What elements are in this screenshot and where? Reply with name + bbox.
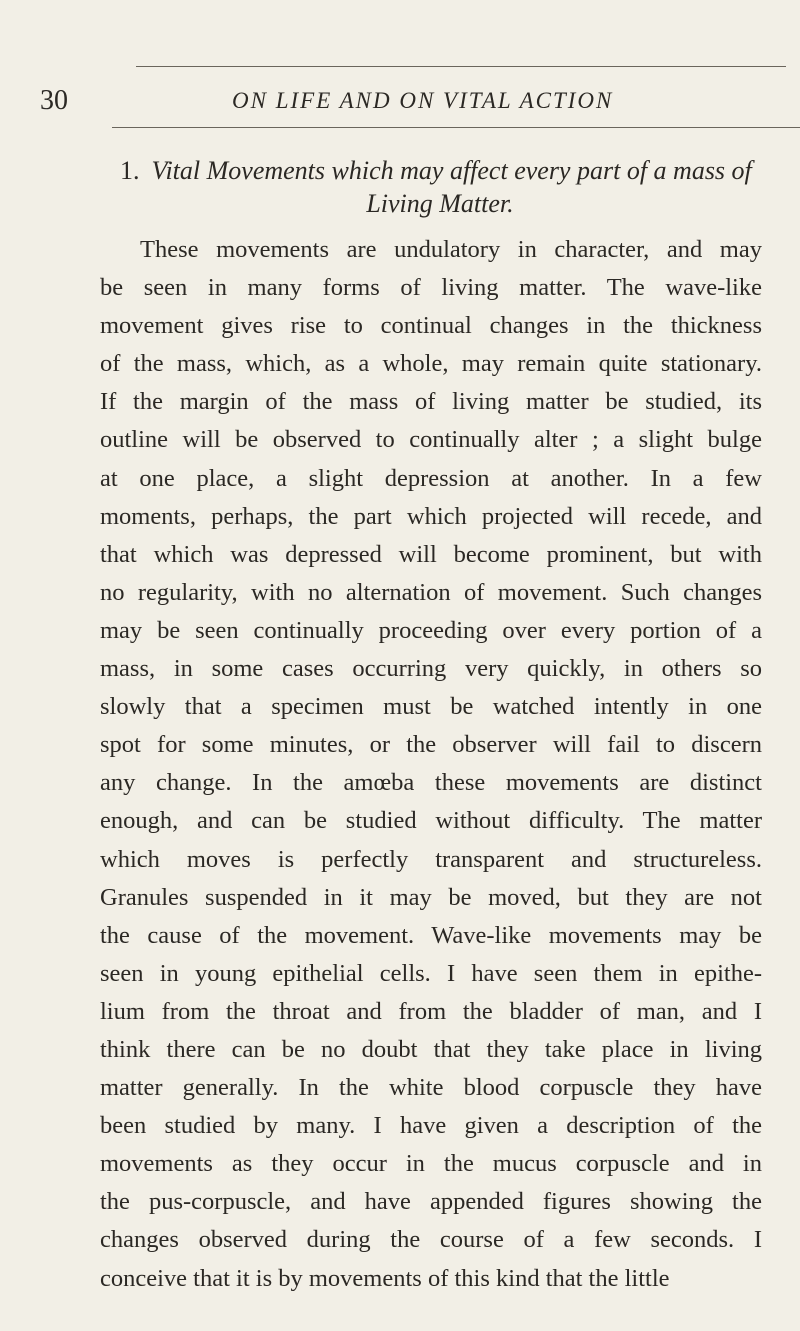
text-line: the cause of the movement. Wave-like movements may be bbox=[100, 921, 762, 949]
text-line: which moves is perfectly transparent and structureless. bbox=[100, 845, 762, 873]
page-number: 30 bbox=[40, 85, 68, 116]
text-line: the pus-corpuscle, and have appended figures showing the bbox=[100, 1188, 762, 1216]
header-rule-top bbox=[136, 66, 786, 67]
header-rule-bottom bbox=[112, 127, 800, 128]
text-line: changes observed during the course of a few seconds. I bbox=[100, 1226, 762, 1254]
text-line: no regularity, with no alternation of movement. Such changes bbox=[100, 578, 762, 606]
section-number: 1. bbox=[120, 156, 140, 185]
text-line: spot for some minutes, or the observer will fail to discern bbox=[100, 731, 762, 759]
text-line: movement gives rise to continual changes in the thickness bbox=[100, 312, 762, 340]
text-line: movements as they occur in the mucus corpuscle and in bbox=[100, 1150, 762, 1178]
text-line: enough, and can be studied without difficulty. The matter bbox=[100, 807, 762, 835]
section-title-line-2: Living Matter. bbox=[366, 189, 514, 218]
body-text bbox=[100, 231, 762, 1298]
text-line: think there can be no doubt that they take place in living bbox=[100, 1035, 762, 1063]
text-line: may be seen continually proceeding over every portion of a bbox=[100, 616, 762, 644]
text-line: matter generally. In the white blood corpuscle they have bbox=[100, 1074, 762, 1102]
text-line: moments, perhaps, the part which projected will recede, and bbox=[100, 502, 762, 530]
text-line: seen in young epithelial cells. I have seen them in epithe- bbox=[100, 959, 762, 987]
text-line: be seen in many forms of living matter. The wave-like bbox=[100, 274, 762, 302]
text-line: outline will be observed to continually alter ; a slight bulge bbox=[100, 426, 762, 454]
text-line: Granules suspended in it may be moved, but they are not bbox=[100, 883, 762, 911]
text-line: at one place, a slight depression at another. In a few bbox=[100, 464, 762, 492]
text-line: slowly that a specimen must be watched intently in one bbox=[100, 693, 762, 721]
section-heading bbox=[100, 154, 780, 220]
section-heading-line-1 bbox=[100, 154, 780, 187]
text-line: lium from the throat and from the bladder of man, and I bbox=[100, 997, 762, 1025]
text-line: of the mass, which, as a whole, may remain quite stationary. bbox=[100, 350, 762, 378]
text-line: that which was depressed will become prominent, but with bbox=[100, 540, 762, 568]
text-line: any change. In the amœba these movements are distinct bbox=[100, 769, 762, 797]
text-line: been studied by many. I have given a description of the bbox=[100, 1112, 762, 1140]
text-line: If the margin of the mass of living matter be studied, its bbox=[100, 388, 762, 416]
section-title-line-1: Vital Movements which may affect every part of a mass of bbox=[151, 156, 752, 185]
text-line: mass, in some cases occurring very quickly, in others so bbox=[100, 655, 762, 683]
text-line: These movements are undulatory in character, and may bbox=[140, 236, 762, 263]
text-line: conceive that it is by movements of this kind that the little bbox=[100, 1264, 670, 1292]
running-head: ON LIFE AND ON VITAL ACTION bbox=[232, 88, 614, 113]
